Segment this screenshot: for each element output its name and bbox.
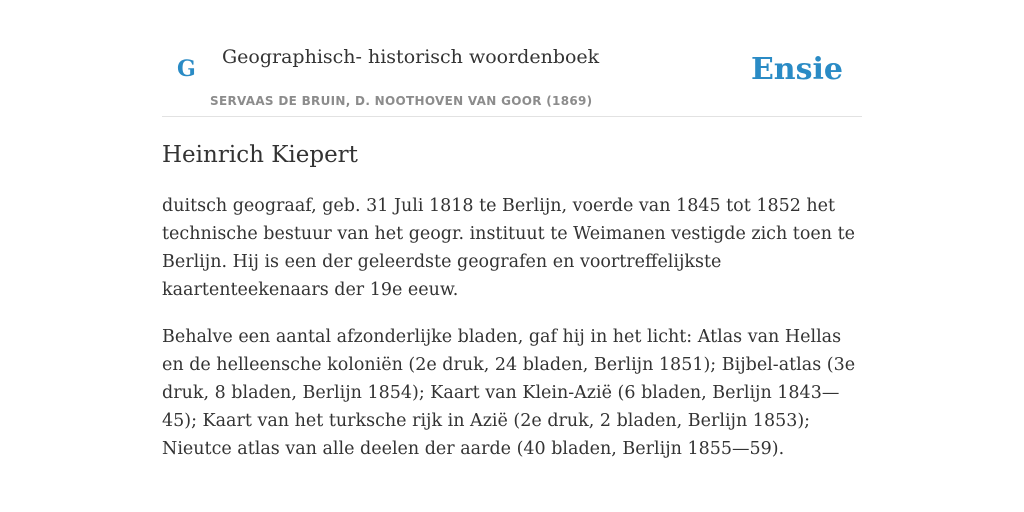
ensie-logo-link[interactable]: Ensie [750,52,843,87]
book-header [162,0,862,117]
entry-title: Heinrich Kiepert [162,142,358,168]
entry-paragraph: Behalve een aantal afzonderlijke bladen, gaf hij in het licht: Atlas van Hellas en de helleensche koloniën (2e druk, 24 bladen, Berlijn 1851); Bijbel-atlas (3e druk, 8 bladen, Berlijn 1854); Kaart van Klein-Azië (6 bladen, Berlijn 1843—45); Kaart van het turksche rijk in Azië (2e druk, 2 bladen, Berlijn 1853); Nieutce atlas van alle deelen der aarde (40 bladen, Berlijn 1855—59). [162,327,856,459]
book-title-link[interactable]: Geographisch- historisch woordenboek [222,46,600,68]
book-author: SERVAAS DE BRUIN, D. NOOTHOVEN VAN GOOR (1869) [210,94,593,108]
book-letter-badge[interactable]: G [177,56,196,82]
entry-content [162,140,862,463]
entry-paragraph: duitsch geograaf, geb. 31 Juli 1818 te Berlijn, voerde van 1845 tot 1852 het technische bestuur van het geogr. instituut te Weimanen vestigde zich toen te Berlijn. Hij is een der geleerdste geografen en voortreffelijkste kaartenteekenaars der 19e eeuw. [162,196,855,300]
